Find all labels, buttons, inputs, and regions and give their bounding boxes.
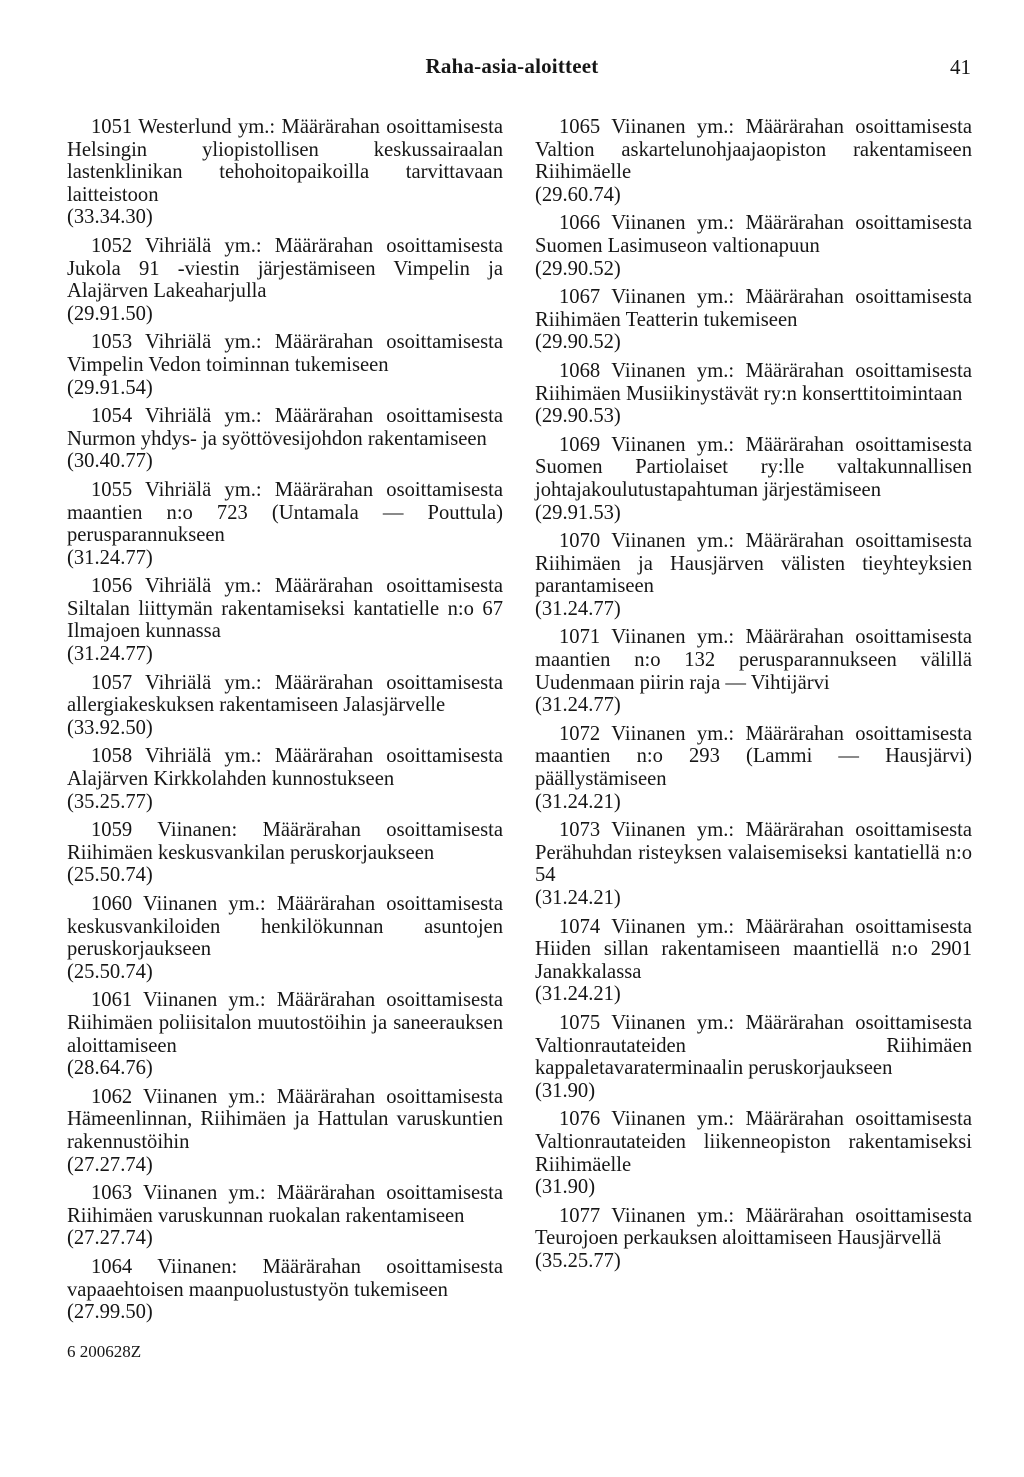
- entry-text: 1053 Vihriälä ym.: Määrärahan osoittamisesta Vimpelin Vedon toiminnan tukemiseen: [67, 331, 503, 376]
- entry-reference: (35.25.77): [67, 790, 153, 813]
- entry-text: 1066 Viinanen ym.: Määrärahan osoittamisesta Suomen Lasimuseon valtionapuun: [535, 212, 972, 257]
- entry-text: 1061 Viinanen ym.: Määrärahan osoittamisesta Riihimäen poliisitalon muutostöihin ja saneerauksen aloittamiseen: [67, 989, 503, 1057]
- entry-1076: [535, 1108, 972, 1198]
- entry-1054: [67, 405, 503, 473]
- entry-text: 1077 Viinanen ym.: Määrärahan osoittamisesta Teurojoen perkauksen aloittamiseen Hausjärvellä: [535, 1204, 972, 1250]
- entry-1062: [67, 1086, 503, 1176]
- entry-text: 1069 Viinanen ym.: Määrärahan osoittamisesta Suomen Partiolaiset ry:lle valtakunnallisen johtajakoulutustapahtuman järjestämiseen: [535, 433, 972, 501]
- entry-reference: (31.24.21): [535, 790, 621, 813]
- entry-reference: (33.92.50): [67, 716, 153, 739]
- page-header-title: Raha-asia-aloitteet: [425, 54, 599, 78]
- entry-text: 1076 Viinanen ym.: Määrärahan osoittamisesta Valtionrautateiden liikenneopiston rakentamiseksi Riihimäelle: [535, 1108, 972, 1176]
- entry-reference: (31.24.21): [535, 887, 621, 909]
- page-number: 41: [950, 55, 971, 79]
- entry-reference: (33.34.30): [67, 206, 153, 229]
- entry-reference: (31.24.77): [67, 546, 153, 569]
- entry-text: 1059 Viinanen: Määrärahan osoittamisesta Riihimäen keskusvankilan peruskorjaukseen: [67, 819, 503, 864]
- entry-reference: (31.90): [535, 1079, 596, 1102]
- entry-reference: (31.24.77): [535, 694, 621, 717]
- entry-text: 1067 Viinanen ym.: Määrärahan osoittamisesta Riihimäen Teatterin tukemiseen: [535, 286, 972, 331]
- entry-1057: [67, 672, 503, 740]
- entry-reference: (29.90.53): [535, 405, 621, 428]
- entry-1074: [535, 916, 972, 1006]
- entry-1065: [535, 116, 972, 206]
- entry-1069: [535, 434, 972, 524]
- entry-text: 1058 Vihriälä ym.: Määrärahan osoittamisesta Alajärven Kirkkolahden kunnostukseen: [67, 745, 503, 791]
- right-column: [535, 116, 972, 1279]
- entry-1077: [535, 1205, 972, 1273]
- entry-1063: [67, 1182, 503, 1250]
- entry-1068: [535, 360, 972, 428]
- entry-reference: (27.99.50): [67, 1301, 153, 1324]
- entry-text: 1063 Viinanen ym.: Määrärahan osoittamisesta Riihimäen varuskunnan ruokalan rakentamiseen: [67, 1182, 503, 1227]
- entry-reference: (25.50.74): [67, 960, 153, 983]
- entry-reference: (27.27.74): [67, 1227, 153, 1250]
- entry-1053: [67, 331, 503, 399]
- entry-text: 1056 Vihriälä ym.: Määrärahan osoittamisesta Siltalan liittymän rakentamiseksi kantatielle n:o 67 Ilmajoen kunnassa: [67, 575, 503, 643]
- entry-1058: [67, 745, 503, 813]
- entry-1071: [535, 626, 972, 716]
- entry-reference: (29.91.54): [67, 376, 153, 399]
- entry-reference: (29.90.52): [535, 331, 621, 354]
- entry-1060: [67, 893, 503, 983]
- entry-1056: [67, 575, 503, 665]
- entry-1075: [535, 1012, 972, 1102]
- entry-1055: [67, 479, 503, 569]
- entry-1072: [535, 723, 972, 813]
- entry-reference: (28.64.76): [67, 1057, 153, 1080]
- entry-text: 1064 Viinanen: Määrärahan osoittamisesta vapaaehtoisen maanpuolustustyön tukemiseen: [67, 1255, 503, 1301]
- left-column: [67, 116, 503, 1330]
- entry-1073: [535, 819, 972, 909]
- entry-reference: (35.25.77): [535, 1249, 621, 1272]
- entry-1051: [67, 116, 503, 229]
- entry-reference: (31.90): [535, 1176, 596, 1199]
- entry-text: 1051 Westerlund ym.: Määrärahan osoittamisesta Helsingin yliopistollisen keskussairaalan lastenklinikan tehohoitopaikoilla tarvittavaan laitteistoon: [67, 116, 503, 206]
- entry-text: 1054 Vihriälä ym.: Määrärahan osoittamisesta Nurmon yhdys- ja syöttövesijohdon rakentamiseen: [67, 405, 503, 450]
- entry-reference: (31.24.21): [535, 983, 621, 1006]
- entry-reference: (31.24.77): [535, 597, 621, 620]
- entry-1067: [535, 286, 972, 354]
- entry-1070: [535, 530, 972, 620]
- entry-text: 1071 Viinanen ym.: Määrärahan osoittamisesta maantien n:o 132 perusparannukseen välillä Uudenmaan piirin raja — Vihtijärvi: [535, 626, 972, 694]
- entry-text: 1055 Vihriälä ym.: Määrärahan osoittamisesta maantien n:o 723 (Untamala — Pouttula) perusparannukseen: [67, 478, 503, 547]
- entry-text: 1068 Viinanen ym.: Määrärahan osoittamisesta Riihimäen Musiikinystävät ry:n konserttitoimintaan: [535, 359, 972, 405]
- entry-reference: (29.90.52): [535, 257, 621, 280]
- entry-text: 1052 Vihriälä ym.: Määrärahan osoittamisesta Jukola 91 -viestin järjestämiseen Vimpelin ja Alajärven Lakeaharjulla: [67, 234, 503, 303]
- entry-text: 1070 Viinanen ym.: Määrärahan osoittamisesta Riihimäen ja Hausjärven välisten tieyhteyksien parantamiseen: [535, 530, 972, 598]
- entry-text: 1065 Viinanen ym.: Määrärahan osoittamisesta Valtion askartelunohjaajaopiston rakentamiseen Riihimäelle: [535, 116, 972, 184]
- entry-text: 1060 Viinanen ym.: Määrärahan osoittamisesta keskusvankiloiden henkilökunnan asuntojen peruskorjaukseen: [67, 893, 503, 961]
- entry-1064: [67, 1256, 503, 1324]
- entry-reference: (29.91.50): [67, 302, 153, 325]
- entry-reference: (29.60.74): [535, 183, 621, 206]
- entry-reference: (25.50.74): [67, 864, 153, 887]
- entry-1061: [67, 989, 503, 1079]
- entry-1059: [67, 819, 503, 887]
- entry-1066: [535, 212, 972, 280]
- entry-text: 1073 Viinanen ym.: Määrärahan osoittamisesta Perähuhdan risteyksen valaisemiseksi kantatiellä n:o 54: [535, 819, 972, 887]
- entry-reference: (27.27.74): [67, 1153, 153, 1176]
- entry-text: 1072 Viinanen ym.: Määrärahan osoittamisesta maantien n:o 293 (Lammi — Hausjärvi) päällystämiseen: [535, 722, 972, 791]
- entry-reference: (30.40.77): [67, 450, 153, 473]
- entry-text: 1062 Viinanen ym.: Määrärahan osoittamisesta Hämeenlinnan, Riihimäen ja Hattulan varuskuntien rakennustöihin: [67, 1085, 503, 1153]
- entry-text: 1057 Vihriälä ym.: Määrärahan osoittamisesta allergiakeskuksen rakentamiseen Jalasjärvelle: [67, 671, 503, 717]
- entry-text: 1074 Viinanen ym.: Määrärahan osoittamisesta Hiiden sillan rakentamiseen maantiellä n:o 2901 Janakkalassa: [535, 915, 972, 983]
- print-code: 6 200628Z: [67, 1342, 142, 1361]
- entry-reference: (29.91.53): [535, 501, 621, 524]
- entry-text: 1075 Viinanen ym.: Määrärahan osoittamisesta Valtionrautateiden Riihimäen kappaletavaraterminaalin peruskorjaukseen: [535, 1011, 972, 1080]
- entry-1052: [67, 235, 503, 325]
- entry-reference: (31.24.77): [67, 643, 153, 666]
